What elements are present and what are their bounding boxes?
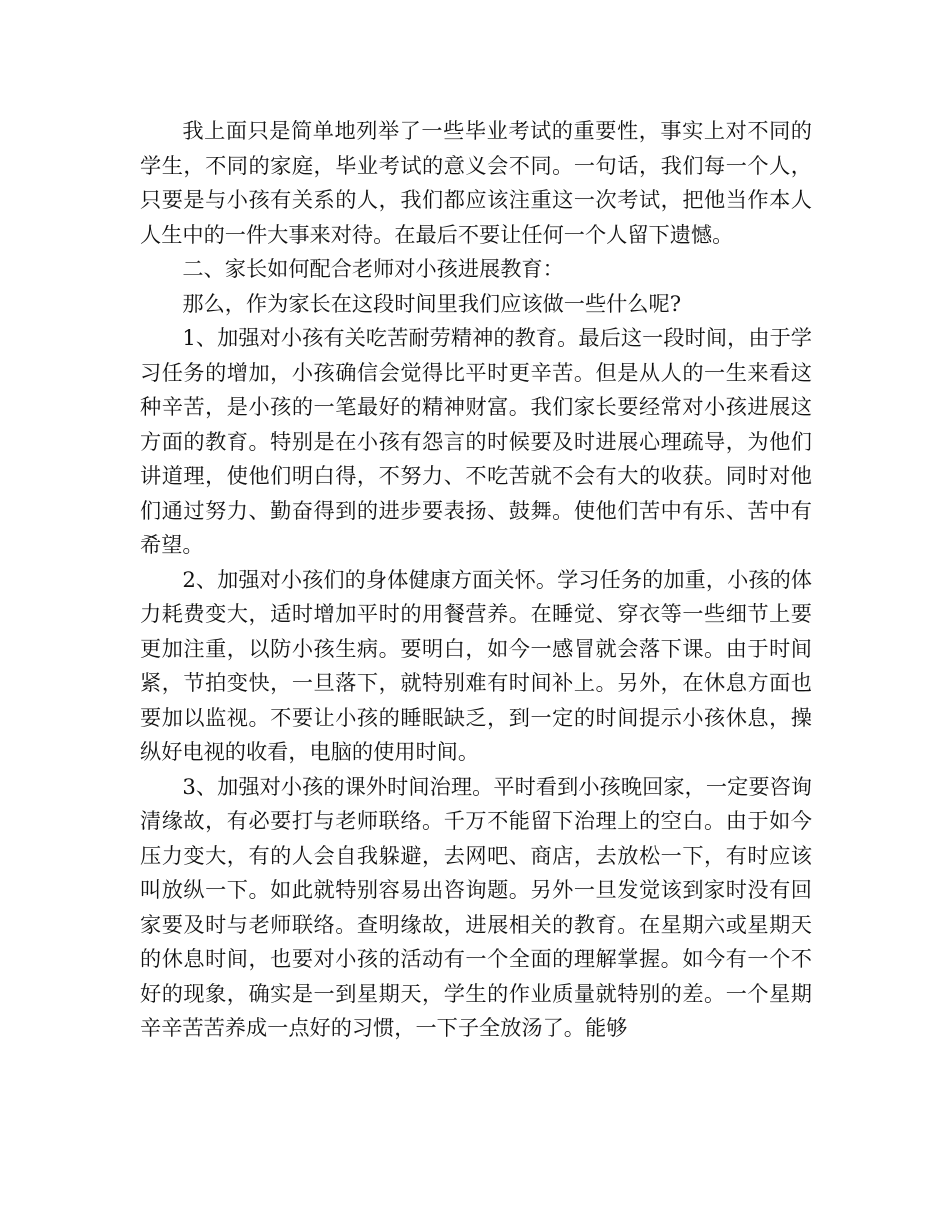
paragraph-item-1-hardship: 1、加强对小孩有关吃苦耐劳精神的教育。最后这一段时间，由于学习任务的增加，小孩确信会觉得比平时更辛苦。但是从人的一生来看这种辛苦，是小孩的一笔最好的精神财富。我们家长要经常对小孩进展这方面的教育。特别是在小孩有怨言的时候要及时进展心理疏导，为他们讲道理，使他们明白得，不努力、不吃苦就不会有大的收获。同时对他们通过努力、勤奋得到的进步要表扬、鼓舞。使他们苦中有乐、苦中有希望。 — [140, 325, 812, 557]
document-body — [140, 114, 812, 1046]
paragraph-question: 那么，作为家长在这段时间里我们应该做一些什么呢? — [182, 290, 682, 316]
paragraph-exam-importance: 我上面只是简单地列举了一些毕业考试的重要性，事实上对不同的学生，不同的家庭，毕业考试的意义会不同。一句话，我们每一个人，只要是与小孩有关系的人，我们都应该注重这一次考试，把他当作本人人生中的一件大事来对待。在最后不要让任何一个人留下遗憾。 — [140, 118, 812, 247]
section-heading-parents-cooperation: 二、家长如何配合老师对小孩进展教育： — [182, 256, 564, 281]
paragraph-item-3-after-school: 3、加强对小孩的课外时间治理。平时看到小孩晚回家，一定要咨询清缘故，有必要打与老师联络。千万不能留下治理上的空白。由于如今压力变大，有的人会自我躲避，去网吧、商店，去放松一下，有时应该叫放纵一下。如此就特别容易出咨询题。另外一旦发觉该到家时没有回家要及时与老师联络。查明缘故，进展相关的教育。在星期六或星期天的休息时间，也要对小孩的活动有一个全面的理解掌握。如今有一个不好的现象，确实是一到星期天，学生的作业质量就特别的差。一个星期辛辛苦苦养成一点好的习惯，一下子全放汤了。能够 — [140, 773, 812, 1040]
paragraph-item-2-health: 2、加强对小孩们的身体健康方面关怀。学习任务的加重，小孩的体力耗费变大，适时增加平时的用餐营养。在睡觉、穿衣等一些细节上要更加注重，以防小孩生病。要明白，如今一感冒就会落下课。由于时间紧，节拍变快，一旦落下，就特别难有时间补上。另外，在休息方面也要加以监视。不要让小孩的睡眠缺乏，到一定的时间提示小孩休息，操纵好电视的收看，电脑的使用时间。 — [140, 566, 812, 764]
